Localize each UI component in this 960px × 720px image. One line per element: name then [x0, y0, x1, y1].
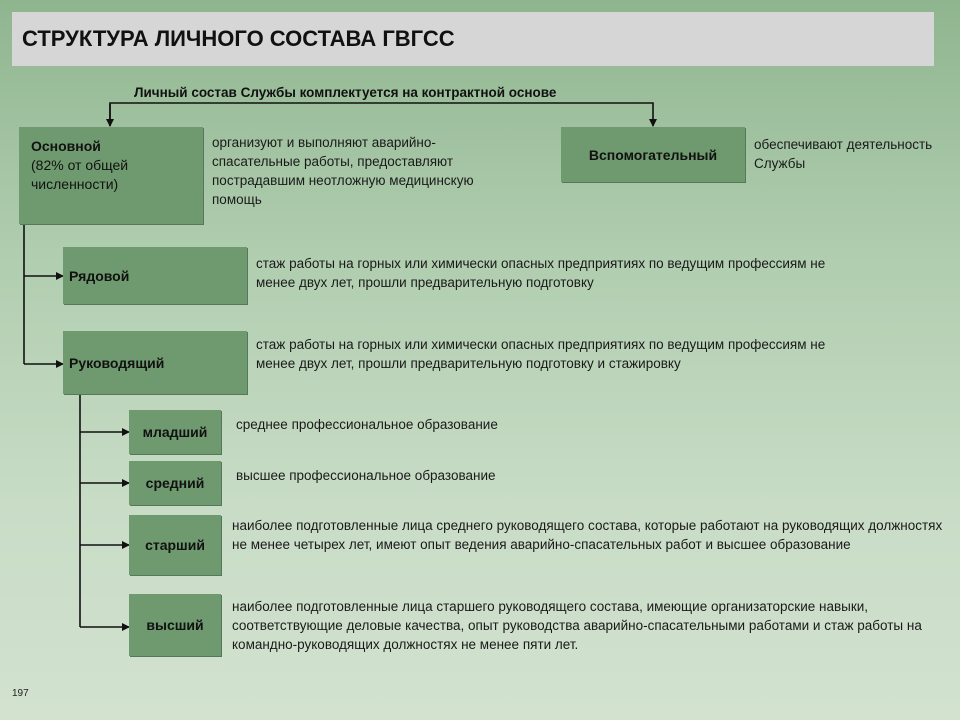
rank-description: стаж работы на горных или химически опасных предприятиях по ведущим профессиям не менее двух лет, прошли предварительную подготовку [256, 256, 826, 290]
top-label: Личный состав Службы комплектуется на контрактной основе [134, 85, 557, 100]
basic-note-line1: (82% от общей [31, 157, 129, 173]
junior-box [129, 410, 221, 454]
auxiliary-description: обеспечивают деятельность Службы [754, 137, 933, 171]
page-number: 197 [12, 688, 29, 699]
top-label-box: высший [146, 617, 204, 633]
basic-label: Основной [31, 138, 101, 154]
rank-label: Рядовой [69, 267, 130, 284]
middle-description: высшее профессиональное образование [236, 468, 496, 483]
top-connector [110, 103, 653, 126]
top-box [129, 594, 221, 656]
basic-box [19, 127, 203, 224]
junior-label: младший [142, 424, 208, 440]
command-label: Руководящий [69, 354, 165, 371]
rank-box [63, 247, 247, 304]
senior-box [129, 515, 221, 575]
middle-box [129, 461, 221, 505]
page-title: СТРУКТУРА ЛИЧНОГО СОСТАВА ГВГСС [22, 26, 455, 51]
basic-description: организуют и выполняют аварийно-спасательные работы, предоставляют пострадавшим неотложную медицинскую помощь [212, 135, 474, 207]
senior-label: старший [145, 537, 205, 553]
command-description: стаж работы на горных или химически опасных предприятиях по ведущим профессиям не менее двух лет, прошли предварительную подготовку и стажировку [256, 337, 826, 371]
command-box [63, 331, 247, 394]
auxiliary-box [561, 127, 745, 182]
auxiliary-label: Вспомогательный [588, 146, 718, 163]
middle-label: средний [145, 475, 205, 491]
senior-description: наиболее подготовленные лица среднего руководящего состава, которые работают на руководящих должностях не менее четырех лет, имеют опыт ведения аварийно-спасательных работ и высшее образование [232, 518, 943, 552]
top-description: наиболее подготовленные лица старшего руководящего состава, имеющие организаторские навыки, соответствующие деловые качества, опыт руководства аварийно-спасательными работами и стаж работы на командно-руководящих должностях не менее пяти лет. [232, 599, 922, 652]
basic-note-line2: численности) [31, 176, 119, 192]
junior-description: среднее профессиональное образование [236, 417, 498, 432]
